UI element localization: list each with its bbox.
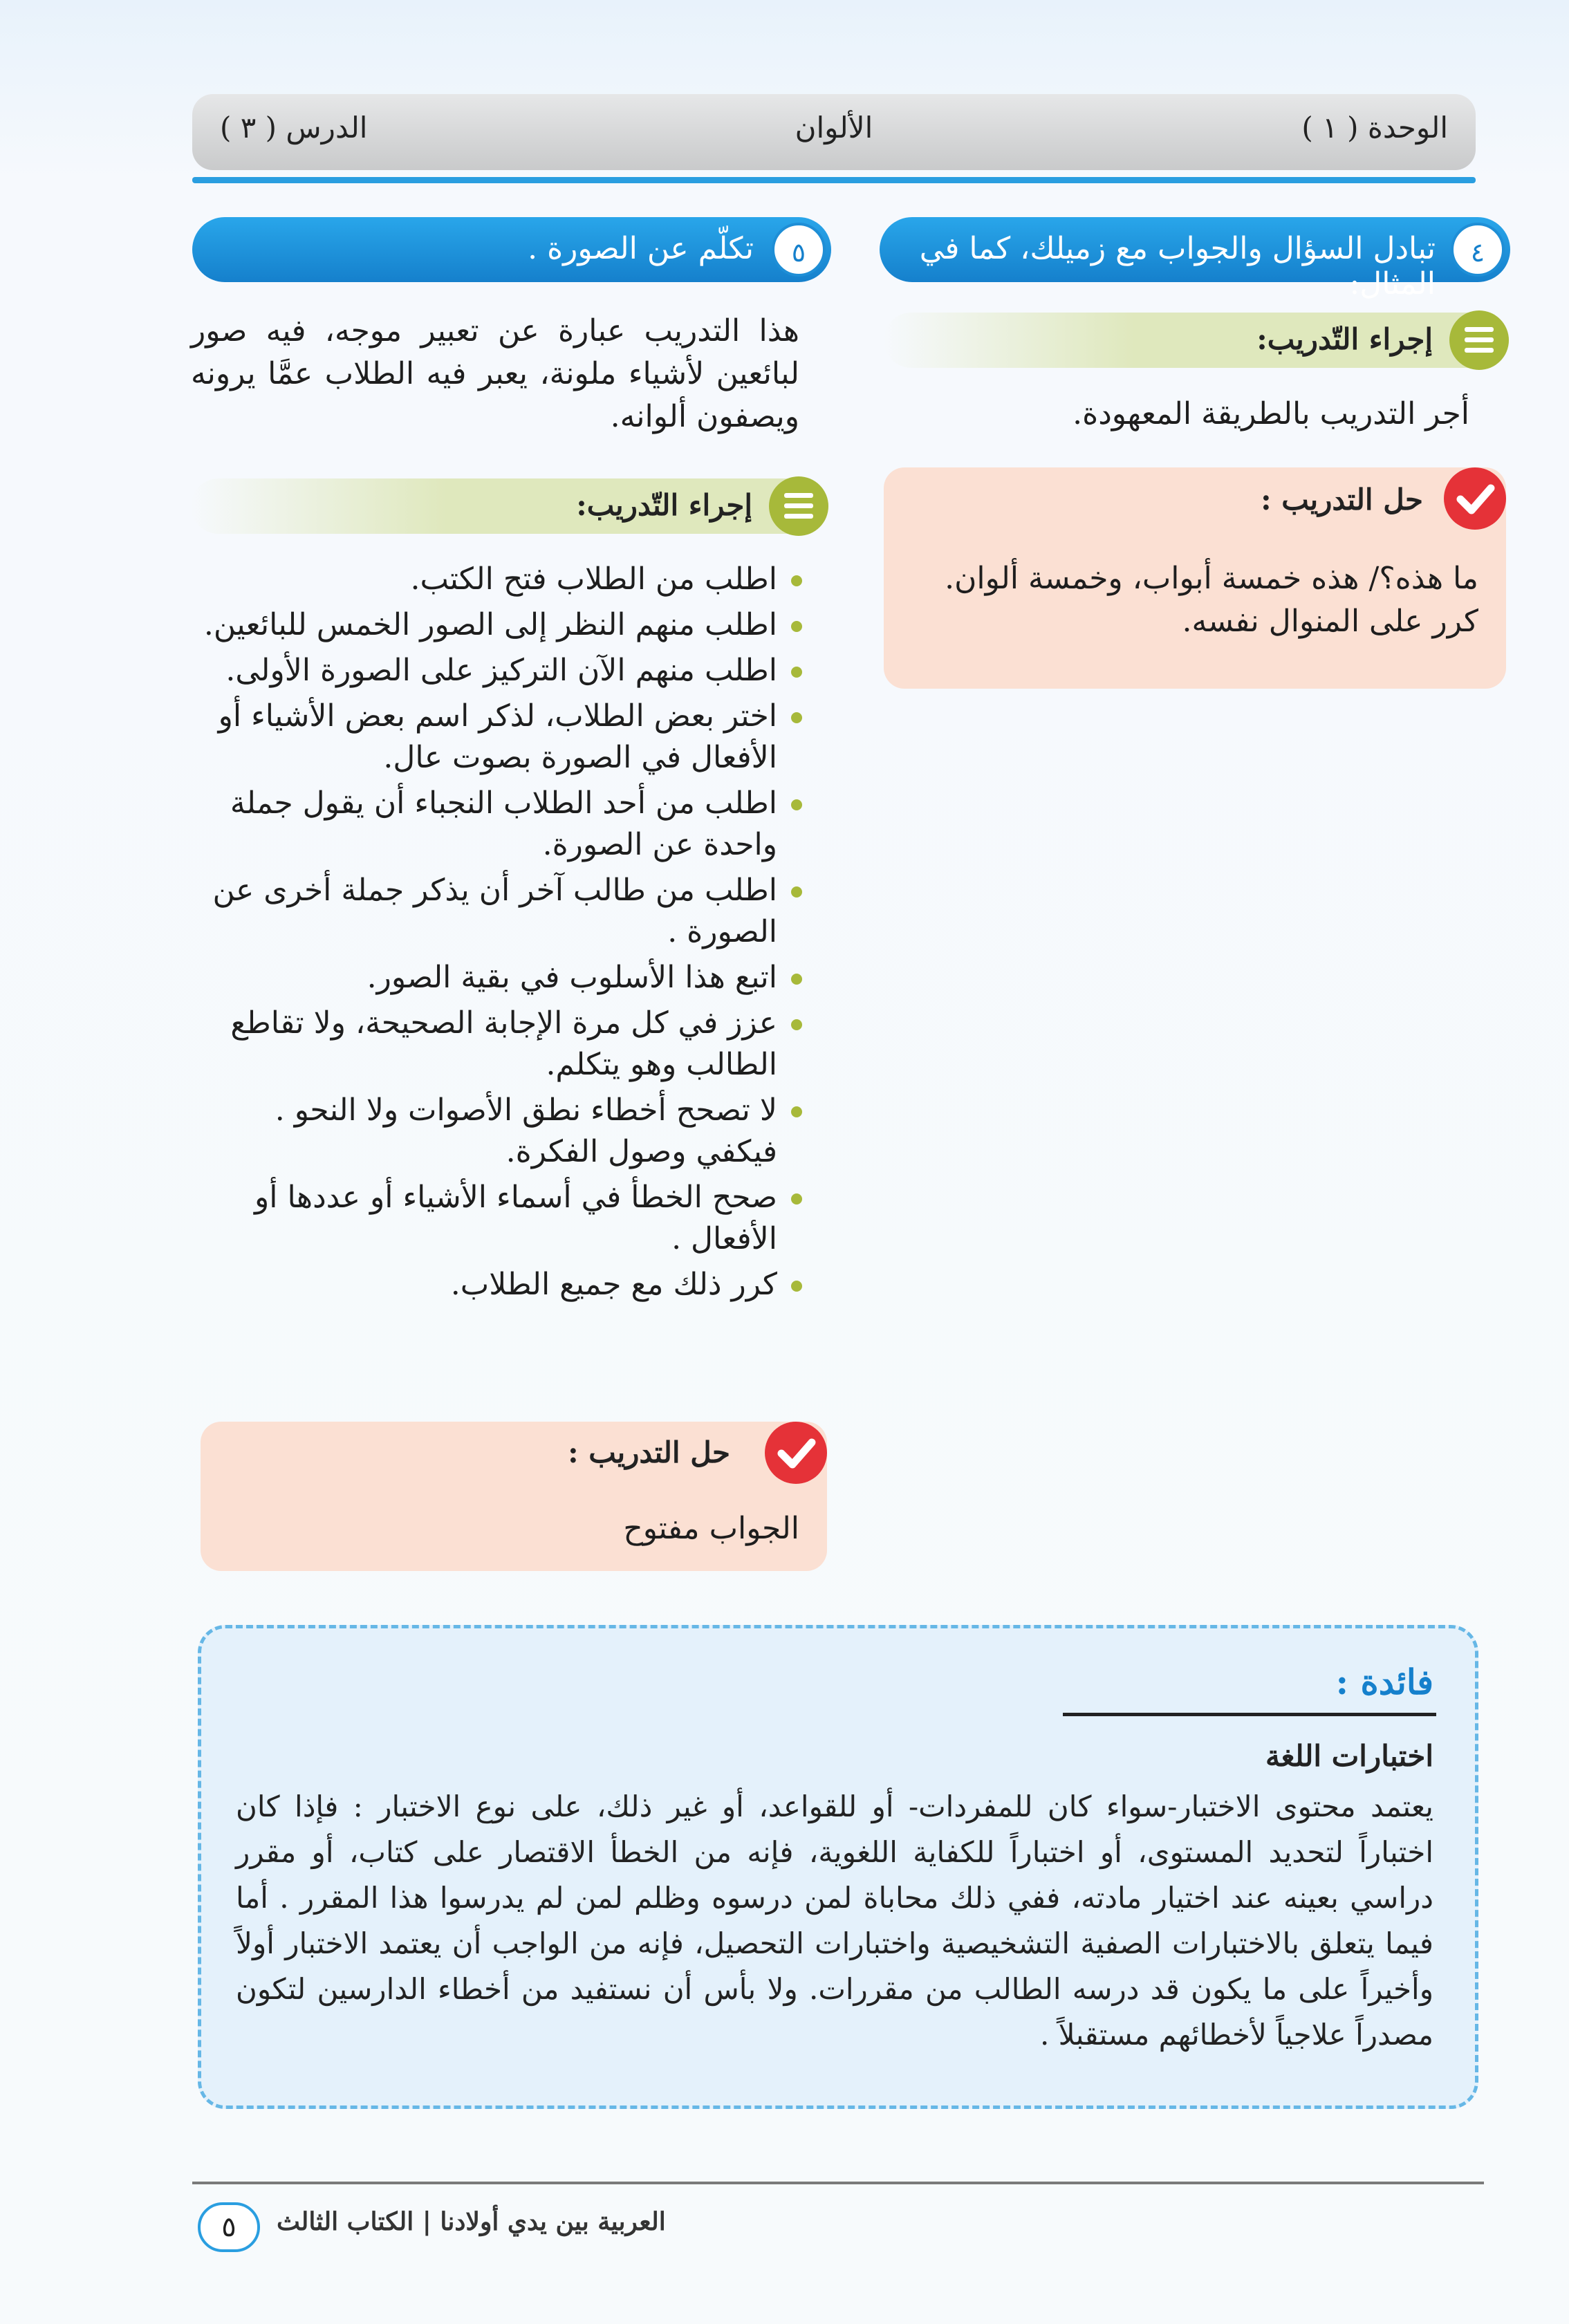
solution-label: حل التدريب :	[568, 1435, 730, 1469]
list-icon	[769, 476, 828, 536]
procedure-heading	[191, 478, 828, 534]
exercise-5-heading	[192, 217, 831, 282]
list-item: عزز في كل مرة الإجابة الصحيحة، ولا تقاطع الطالب وهو يتكلم.	[191, 1003, 806, 1086]
lesson-header	[192, 94, 1476, 170]
lesson-number: الدرس ( ٣ )	[220, 111, 368, 145]
exercise-title: تبادل السؤال والجواب مع زميلك، كما في المثال:	[919, 231, 1436, 301]
list-item: اطلب منهم النظر إلى الصور الخمس للبائعين.	[191, 604, 806, 646]
procedure-steps	[191, 559, 806, 1310]
list-item: صحح الخطأ في أسماء الأشياء أو عددها أو الأفعال .	[191, 1177, 806, 1260]
list-item: اتبع هذا الأسلوب في بقية الصور.	[191, 957, 806, 998]
list-icon	[1449, 310, 1509, 370]
check-icon	[765, 1422, 827, 1484]
list-item: اطلب من أحد الطلاب النجباء أن يقول جملة واحدة عن الصورة.	[191, 783, 806, 866]
page-number: ٥	[198, 2202, 260, 2252]
lesson-title: الألوان	[795, 111, 873, 145]
solution-box	[201, 1422, 827, 1571]
benefit-body: يعتمد محتوى الاختبار-سواء كان للمفردات- أو للقواعد، أو غير ذلك، على نوع الاختبار : فإذا كان اختباراً لتحديد المستوى، أو اختباراً للكفاية اللغوية، فإنه من الخطأ الاقتصار على كتاب، أو مقرر دراسي بعينه عند اختيار مادته، ففي ذلك محاباة لمن درسوه وظلم لمن لم يدرسوا هذا المقرر . أما فيما يتعلق بالاختبارات الصفية التشخيصية واختبارات التحصيل، فإنه من الواجب أن يعتمد الاختبار أولاً وأخيراً على ما يكون قد درسه الطالب من مقررات. ولا بأس أن نستفيد من أخطاء الدارسين لتكون مصدراً علاجياً لأخطائهم مستقبلاً .	[236, 1790, 1433, 2052]
list-item: اطلب من الطلاب فتح الكتب.	[191, 559, 806, 600]
benefit-title-underline	[1063, 1713, 1436, 1716]
benefit-note-box	[198, 1625, 1478, 2109]
solution-line: كرر على المنوال نفسه.	[1182, 604, 1478, 639]
solution-text: الجواب مفتوح	[623, 1511, 799, 1546]
list-item: اختر بعض الطلاب، لذكر اسم بعض الأشياء أو الأفعال في الصورة بصوت عال.	[191, 696, 806, 779]
exercise-number-badge: ٤	[1451, 223, 1505, 277]
solution-box	[884, 467, 1506, 689]
exercise-number-badge: ٥	[772, 223, 826, 277]
solution-line: ما هذه؟/ هذه خمسة أبواب، وخمسة ألوان.	[945, 561, 1478, 596]
benefit-title: فائدة :	[1335, 1662, 1433, 1702]
list-item: اطلب منهم الآن التركيز على الصورة الأولى.	[191, 650, 806, 691]
procedure-label: إجراء التّدريب:	[1256, 322, 1433, 356]
benefit-subtitle: اختبارات اللغة	[1265, 1739, 1433, 1773]
list-item: اطلب من طالب آخر أن يذكر جملة أخرى عن الصورة .	[191, 870, 806, 953]
footer-divider	[192, 2182, 1484, 2184]
procedure-text: أجر التدريب بالطريقة المعهودة.	[1073, 396, 1469, 431]
exercise-title: تكلّم عن الصورة .	[528, 231, 754, 266]
solution-label: حل التدريب :	[1261, 483, 1423, 517]
exercise-intro: هذا التدريب عبارة عن تعبير موجه، فيه صور لبائعين لأشياء ملونة، يعبر فيه الطلاب عمَّا يرونه ويصفون ألوانه.	[191, 313, 799, 434]
exercise-4-heading	[880, 217, 1510, 301]
header-divider	[192, 177, 1476, 183]
unit-label: الوحدة ( ١ )	[1301, 111, 1448, 145]
procedure-label: إجراء التّدريب:	[576, 488, 752, 522]
list-item: لا تصحح أخطاء نطق الأصوات ولا النحو . فيكفي وصول الفكرة.	[191, 1090, 806, 1173]
check-icon	[1444, 467, 1506, 530]
solution-text	[898, 557, 1478, 643]
list-item: كرر ذلك مع جميع الطلاب.	[191, 1264, 806, 1305]
book-title: العربية بين يدي أولادنا | الكتاب الثالث	[277, 2207, 666, 2236]
procedure-heading	[884, 313, 1509, 368]
